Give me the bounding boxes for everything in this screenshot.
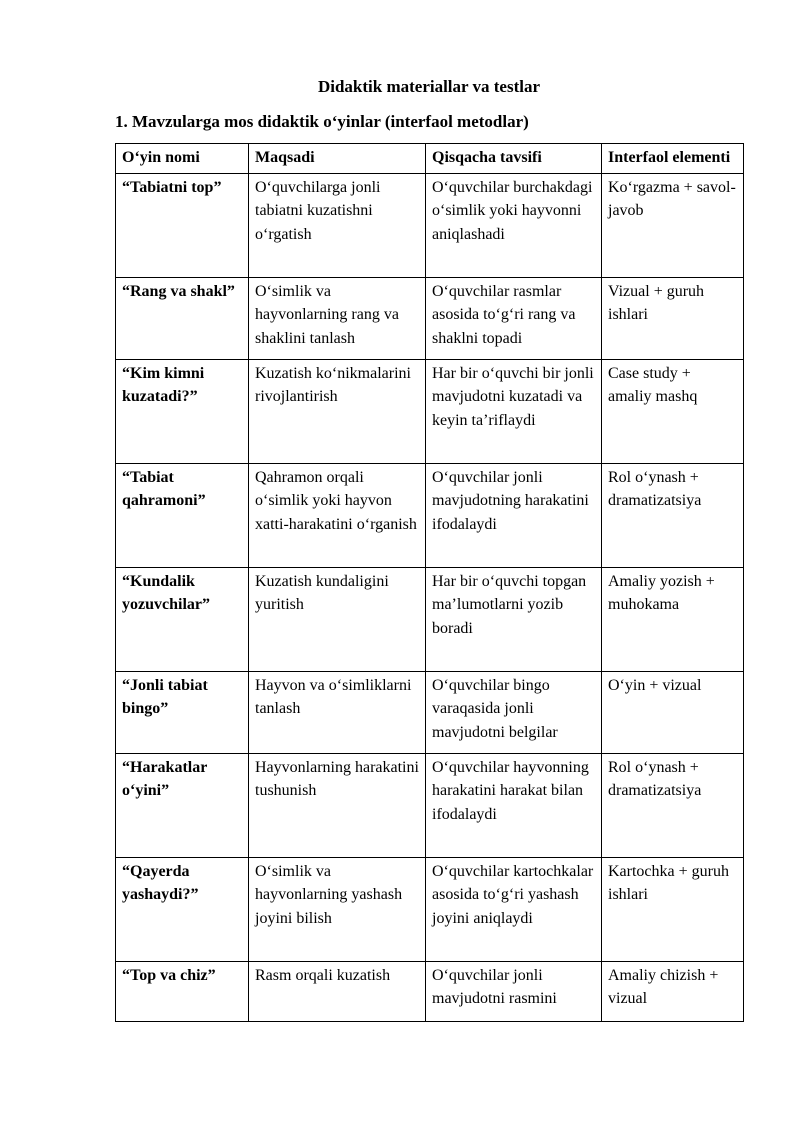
purpose-cell: Hayvonlarning harakatini tushunish	[249, 753, 426, 857]
purpose-cell: Kuzatish ko‘nikmalarini rivojlantirish	[249, 359, 426, 463]
purpose-cell: O‘simlik va hayvonlarning yashash joyini bilish	[249, 857, 426, 961]
description-cell: O‘quvchilar hayvonning harakatini harakat bilan ifodalaydi	[426, 753, 602, 857]
header-game-name: O‘yin nomi	[116, 144, 249, 174]
purpose-cell: Kuzatish kundaligini yuritish	[249, 567, 426, 671]
description-cell: Har bir o‘quvchi topgan ma’lumotlarni yozib boradi	[426, 567, 602, 671]
description-cell: O‘quvchilar jonli mavjudotning harakatini ifodalaydi	[426, 463, 602, 567]
description-cell: Har bir o‘quvchi bir jonli mavjudotni kuzatadi va keyin ta’riflaydi	[426, 359, 602, 463]
header-description: Qisqacha tavsifi	[426, 144, 602, 174]
game-name-cell: “Harakatlar o‘yini”	[116, 753, 249, 857]
table-row	[116, 463, 744, 567]
table-row	[116, 753, 744, 857]
purpose-cell: O‘quvchilarga jonli tabiatni kuzatishni o‘rgatish	[249, 173, 426, 277]
interactive-element-cell: Rol o‘ynash + dramatizatsiya	[602, 463, 744, 567]
game-name-cell: “Rang va shakl”	[116, 277, 249, 359]
header-purpose: Maqsadi	[249, 144, 426, 174]
interactive-element-cell: Rol o‘ynash + dramatizatsiya	[602, 753, 744, 857]
table-header-row	[116, 144, 744, 174]
description-cell: O‘quvchilar rasmlar asosida to‘g‘ri rang va shaklni topadi	[426, 277, 602, 359]
document-title: Didaktik materiallar va testlar	[317, 77, 541, 96]
purpose-cell: Qahramon orqali o‘simlik yoki hayvon xatti-harakatini o‘rganish	[249, 463, 426, 567]
game-name-cell: “Top va chiz”	[116, 961, 249, 1021]
table-row	[116, 173, 744, 277]
table-row	[116, 277, 744, 359]
purpose-cell: O‘simlik va hayvonlarning rang va shaklini tanlash	[249, 277, 426, 359]
interactive-element-cell: Amaliy chizish + vizual	[602, 961, 744, 1021]
section-heading: 1. Mavzularga mos didaktik o‘yinlar (interfaol metodlar)	[115, 112, 529, 131]
interactive-element-cell: Kartochka + guruh ishlari	[602, 857, 744, 961]
description-cell: O‘quvchilar burchakdagi o‘simlik yoki hayvonni aniqlashadi	[426, 173, 602, 277]
interactive-element-cell: Amaliy yozish + muhokama	[602, 567, 744, 671]
table-row	[116, 567, 744, 671]
purpose-cell: Hayvon va o‘simliklarni tanlash	[249, 671, 426, 753]
game-name-cell: “Jonli tabiat bingo”	[116, 671, 249, 753]
game-name-cell: “Tabiatni top”	[116, 173, 249, 277]
interactive-element-cell: Vizual + guruh ishlari	[602, 277, 744, 359]
table-row	[116, 961, 744, 1021]
header-interactive-element: Interfaol elementi	[602, 144, 744, 174]
didactic-games-table	[115, 143, 744, 1022]
table-row	[116, 857, 744, 961]
game-name-cell: “Kim kimni kuzatadi?”	[116, 359, 249, 463]
interactive-element-cell: O‘yin + vizual	[602, 671, 744, 753]
table-row	[116, 671, 744, 753]
game-name-cell: “Qayerda yashaydi?”	[116, 857, 249, 961]
description-cell: O‘quvchilar bingo varaqasida jonli mavjudotni belgilar	[426, 671, 602, 753]
game-name-cell: “Kundalik yozuvchilar”	[116, 567, 249, 671]
interactive-element-cell: Ko‘rgazma + savol-javob	[602, 173, 744, 277]
game-name-cell: “Tabiat qahramoni”	[116, 463, 249, 567]
description-cell: O‘quvchilar jonli mavjudotni rasmini	[426, 961, 602, 1021]
description-cell: O‘quvchilar kartochkalar asosida to‘g‘ri yashash joyini aniqlaydi	[426, 857, 602, 961]
interactive-element-cell: Case study + amaliy mashq	[602, 359, 744, 463]
table-row	[116, 359, 744, 463]
purpose-cell: Rasm orqali kuzatish	[249, 961, 426, 1021]
